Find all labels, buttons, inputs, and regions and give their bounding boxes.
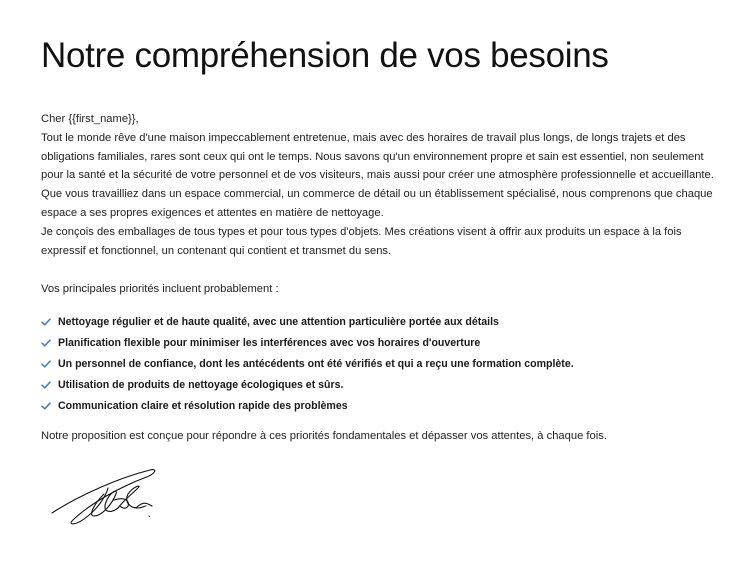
priority-label: Un personnel de confiance, dont les antécédents ont été vérifiés et qui a reçu une formation complète. xyxy=(58,357,574,370)
closing-statement: Notre proposition est conçue pour répondre à ces priorités fondamentales et dépasser vos attentes, à chaque fois. xyxy=(41,430,607,442)
check-icon xyxy=(41,338,51,348)
priorities-intro: Vos principales priorités incluent probablement : xyxy=(41,283,279,295)
list-item xyxy=(41,374,574,395)
check-icon xyxy=(41,380,51,390)
list-item xyxy=(41,311,574,332)
priorities-list xyxy=(41,311,574,416)
check-icon xyxy=(41,317,51,327)
letter-body xyxy=(41,110,721,260)
list-item xyxy=(41,395,574,416)
list-item xyxy=(41,353,574,374)
list-item xyxy=(41,332,574,353)
priority-label: Planification flexible pour minimiser les interférences avec vos horaires d'ouverture xyxy=(58,336,481,349)
paragraph-packaging: Je conçois des emballages de tous types et pour tous types d'objets. Mes créations visent à offrir aux produits un espace à la fois expressif et fonctionnel, un contenant qui contient et transmet du sens. xyxy=(41,225,682,257)
check-icon xyxy=(41,359,51,369)
signature-image xyxy=(48,464,158,530)
paragraph-intro: Tout le monde rêve d'une maison impeccablement entretenue, mais avec des horaires de travail plus longs, de longs trajets et des obligations familiales, rares sont ceux qui ont le temps. Nous savons qu'un environnement propre et sain est essentiel, non seulement pour la santé et la sécurité de votre personnel et de vos visiteurs, mais aussi pour créer une atmosphère professionnelle et accueillante. Que vous travailliez dans un espace commercial, un commerce de détail ou un établissement spécialisé, nous comprenons que chaque espace a ses propres exigences et attentes en matière de nettoyage. xyxy=(41,131,714,219)
priority-label: Nettoyage régulier et de haute qualité, avec une attention particulière portée aux détails xyxy=(58,315,499,328)
priority-label: Utilisation de produits de nettoyage écologiques et sûrs. xyxy=(58,378,344,391)
priority-label: Communication claire et résolution rapide des problèmes xyxy=(58,399,348,412)
greeting: Cher {{first_name}}, xyxy=(41,113,139,125)
check-icon xyxy=(41,401,51,411)
page-title: Notre compréhension de vos besoins xyxy=(41,36,609,75)
